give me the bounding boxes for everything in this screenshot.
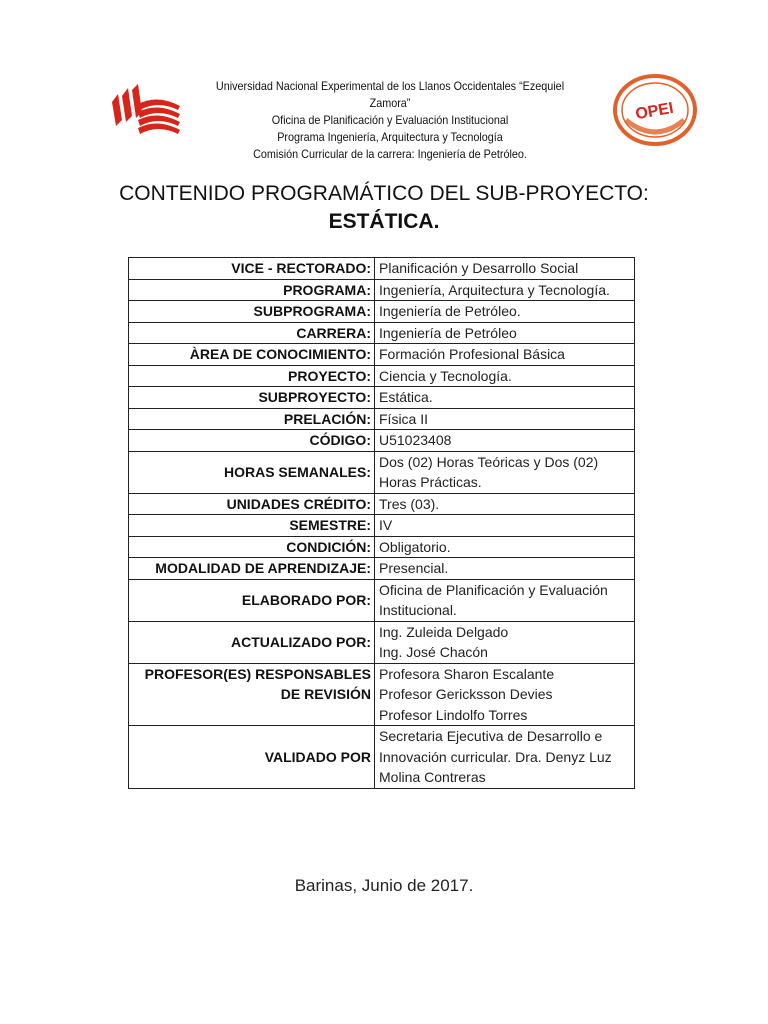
row-value-line: Horas Prácticas. <box>379 474 482 490</box>
row-value-line: Estática. <box>379 389 433 405</box>
table-row <box>129 387 635 409</box>
row-value <box>375 301 635 323</box>
row-value-line: Obligatorio. <box>379 538 451 555</box>
table-row <box>129 493 635 515</box>
row-label: MODALIDAD DE APRENDIZAJE: <box>129 558 375 580</box>
opei-logo-text: OPEI <box>634 99 675 124</box>
row-value-line: Formación Profesional Básica <box>379 346 565 362</box>
row-label-line: DE REVISIÓN <box>280 686 371 702</box>
table-row <box>129 558 635 580</box>
opei-seal-logo <box>612 74 698 146</box>
table-row <box>129 515 635 537</box>
row-value <box>375 387 635 409</box>
row-label <box>129 663 375 726</box>
row-label: PROGRAMA: <box>129 279 375 301</box>
row-value-line: Innovación curricular. Dra. Denyz Luz <box>379 748 612 765</box>
row-label: VICE - RECTORADO: <box>129 258 375 280</box>
table-row <box>129 279 635 301</box>
table-row <box>129 344 635 366</box>
row-label: PRELACIÓN: <box>129 408 375 430</box>
row-label: ELABORADO POR: <box>129 579 375 621</box>
table-row <box>129 430 635 452</box>
row-value-line: Planificación y Desarrollo Social <box>379 260 579 276</box>
document-title <box>0 180 768 236</box>
row-value <box>375 663 635 726</box>
row-value <box>375 408 635 430</box>
row-value <box>375 322 635 344</box>
unellez-logo <box>108 80 184 140</box>
row-value-line: Profesor Gericksson Devies <box>379 686 553 702</box>
row-value <box>375 344 635 366</box>
row-value <box>375 579 635 621</box>
row-value-line: Ingeniería de Petróleo. <box>379 303 521 319</box>
institution-header <box>180 78 600 163</box>
row-label: VALIDADO POR <box>129 726 375 789</box>
row-value-line: Física II <box>379 410 429 427</box>
header-line-office: Oficina de Planificación y Evaluación Institucional <box>271 113 509 127</box>
row-value <box>375 451 635 493</box>
table-row <box>129 408 635 430</box>
table-row <box>129 726 635 789</box>
row-value <box>375 493 635 515</box>
row-value <box>375 515 635 537</box>
row-label: ÀREA DE CONOCIMIENTO: <box>129 344 375 366</box>
row-value-line: Ingeniería de Petróleo <box>379 324 517 341</box>
table-row <box>129 579 635 621</box>
row-label: CONDICIÓN: <box>129 536 375 558</box>
row-value <box>375 558 635 580</box>
table-row <box>129 365 635 387</box>
row-value <box>375 621 635 663</box>
program-info-table <box>128 257 635 789</box>
row-value <box>375 536 635 558</box>
table-row <box>129 322 635 344</box>
title-line-2: ESTÁTICA. <box>328 210 440 233</box>
title-line-1: CONTENIDO PROGRAMÁTICO DEL SUB-PROYECTO: <box>119 182 649 205</box>
row-value <box>375 365 635 387</box>
row-label: CARRERA: <box>129 322 375 344</box>
row-label: CÓDIGO: <box>129 430 375 452</box>
header-line-university: Universidad Nacional Experimental de los Llanos Occidentales “Ezequiel Zamora” <box>215 79 565 110</box>
row-value-line: Ing. José Chacón <box>379 644 488 660</box>
row-value <box>375 430 635 452</box>
row-value-line: Profesor Lindolfo Torres <box>379 706 528 723</box>
row-value-line: Dos (02) Horas Teóricas y Dos (02) <box>379 453 599 470</box>
row-value <box>375 726 635 789</box>
row-label-line: PROFESOR(ES) RESPONSABLES <box>144 665 371 682</box>
row-value-line: Secretaria Ejecutiva de Desarrollo e <box>379 728 603 744</box>
row-label: ACTUALIZADO POR: <box>129 621 375 663</box>
row-value-line: Ing. Zuleida Delgado <box>379 623 509 640</box>
table-row <box>129 258 635 280</box>
row-value-line: Profesora Sharon Escalante <box>379 665 555 682</box>
row-value <box>375 279 635 301</box>
table-row <box>129 536 635 558</box>
row-value-line: Molina Contreras <box>379 769 486 785</box>
row-value-line: Presencial. <box>379 560 449 576</box>
row-label: UNIDADES CRÉDITO: <box>129 493 375 515</box>
row-label: SUBPROYECTO: <box>129 387 375 409</box>
table-row <box>129 301 635 323</box>
row-label: HORAS SEMANALES: <box>129 451 375 493</box>
table-row <box>129 451 635 493</box>
row-label: SUBPROGRAMA: <box>129 301 375 323</box>
row-label: PROYECTO: <box>129 365 375 387</box>
header-line-program: Programa Ingeniería, Arquitectura y Tecnología <box>277 130 503 144</box>
row-value-line: Ciencia y Tecnología. <box>379 367 512 384</box>
place-date: Barinas, Junio de 2017. <box>294 876 474 895</box>
table-row <box>129 663 635 726</box>
row-value-line: Tres (03). <box>379 495 440 512</box>
header-line-commission: Comisión Curricular de la carrera: Ingeniería de Petróleo. <box>253 147 527 161</box>
row-value-line: IV <box>379 517 393 533</box>
row-value-line: U51023408 <box>379 432 452 448</box>
row-value <box>375 258 635 280</box>
row-value-line: Oficina de Planificación y Evaluación <box>379 581 608 598</box>
table-row <box>129 621 635 663</box>
row-value-line: Ingeniería, Arquitectura y Tecnología. <box>379 281 610 298</box>
row-label: SEMESTRE: <box>129 515 375 537</box>
row-value-line: Institucional. <box>379 602 457 618</box>
